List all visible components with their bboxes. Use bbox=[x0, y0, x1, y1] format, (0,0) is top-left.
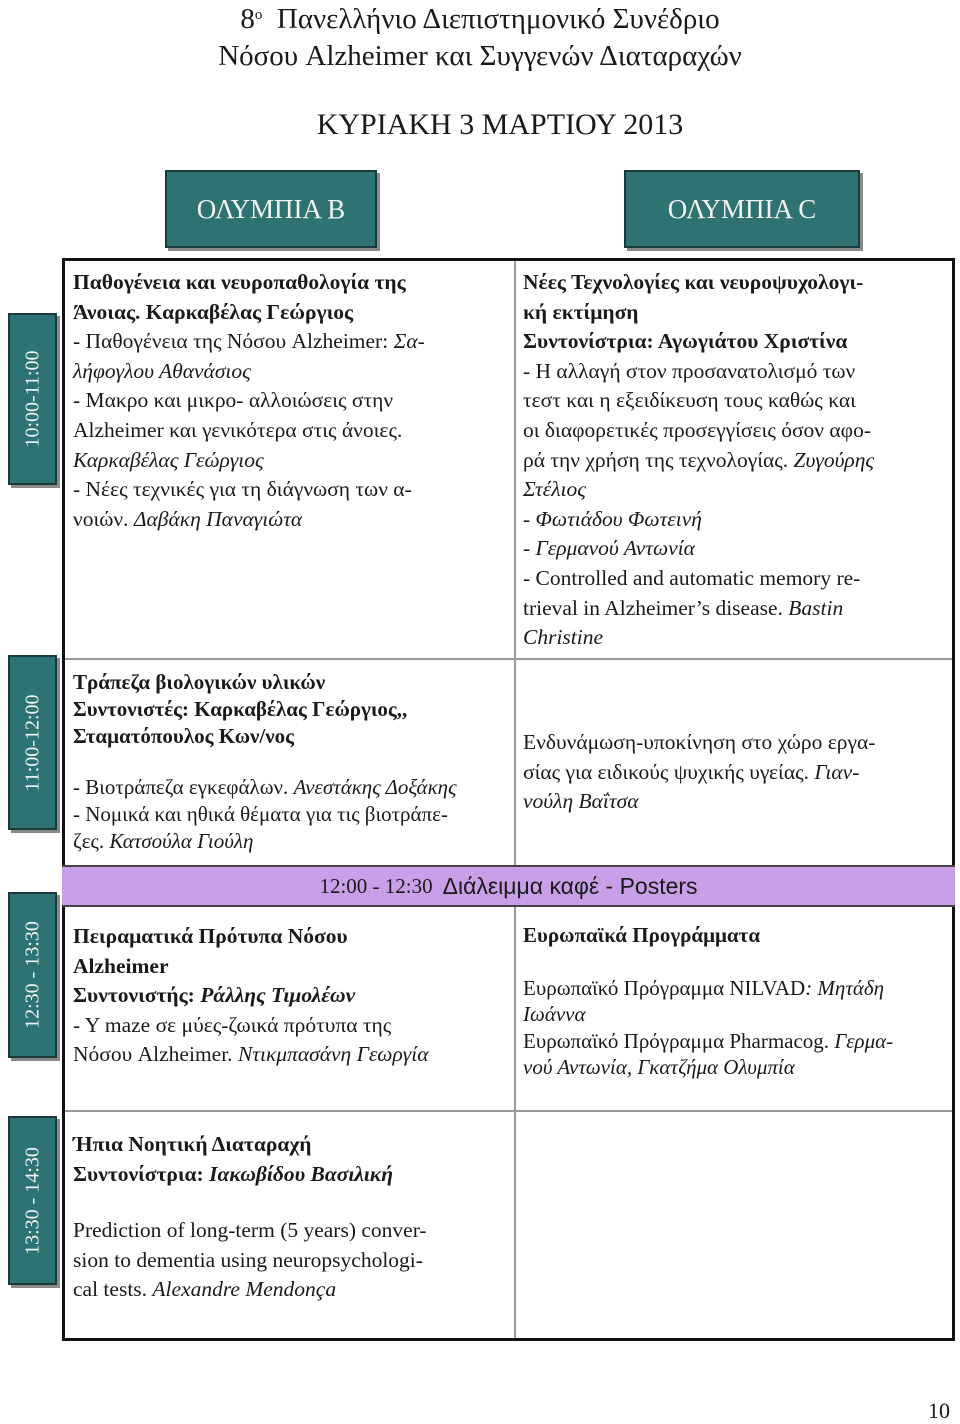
text-segment: ζες. bbox=[73, 829, 110, 853]
session-title: Ευρωπαϊκά Προγράμματα bbox=[523, 923, 761, 947]
session-title: Alzheimer bbox=[73, 953, 169, 978]
text-segment: Γερμα- bbox=[834, 1028, 894, 1053]
speaker-name: - Γερμανού Αντωνία bbox=[523, 536, 695, 561]
speaker-name: νούλη Βαΐτσα bbox=[523, 789, 639, 814]
title-number: 8 bbox=[240, 3, 255, 35]
session-chair bbox=[73, 1160, 513, 1190]
talk-line bbox=[523, 975, 953, 1002]
coffee-break-row bbox=[62, 865, 955, 907]
talk-line: - Η αλλαγή στον προσανατολισμό των bbox=[523, 358, 856, 383]
session-2-olympia-b bbox=[73, 669, 513, 855]
talk-line bbox=[523, 446, 953, 476]
text-segment: Ζυγούρης bbox=[793, 447, 875, 472]
text-segment: : Μητάδη bbox=[805, 975, 885, 1000]
talk-line bbox=[73, 1040, 513, 1070]
session-title: Άνοιας. Καρκαβέλας Γεώργιος bbox=[73, 299, 354, 324]
talk-line: - Νομικά και ηθικά θέματα για τις βιοτράπε- bbox=[73, 802, 448, 826]
timeslot-1230-1330 bbox=[8, 892, 57, 1058]
session-chair: Συντονιστές: Καρκαβέλας Γεώργιος,, bbox=[73, 697, 408, 721]
row-divider bbox=[65, 658, 952, 660]
talk-line bbox=[523, 1028, 953, 1055]
timeslot-label: 13:30 - 14:30 bbox=[21, 1146, 43, 1255]
talk-line bbox=[73, 774, 513, 801]
speaker-name: Καρκαβέλας Γεώργιος bbox=[73, 447, 264, 472]
timeslot-label: 11:00-12:00 bbox=[21, 693, 43, 792]
timeslot-label: 10:00-11:00 bbox=[21, 350, 43, 448]
conference-title-line1 bbox=[0, 0, 960, 38]
talk-line: Alzheimer και γενικότερα στις άνοιες. bbox=[73, 417, 403, 442]
talk-line bbox=[73, 828, 513, 855]
session-1-olympia-b bbox=[73, 268, 513, 534]
speaker-name: νού Αντωνία, Γκατζήμα Ολυμπία bbox=[523, 1055, 795, 1079]
session-3-olympia-c bbox=[523, 922, 953, 1081]
text-segment: Ευρωπαϊκό Πρόγραμμα Pharmacog. bbox=[523, 1028, 835, 1053]
text-segment: Bastin bbox=[788, 595, 844, 620]
speaker-name: λήφογλου Αθανάσιος bbox=[73, 358, 251, 383]
talk-line: Ενδυνάμωση-υποκίνηση στο χώρο εργα- bbox=[523, 730, 876, 754]
session-chair bbox=[73, 981, 513, 1011]
text-segment: Συντονίστρια: bbox=[73, 1161, 210, 1186]
speaker-name: Στέλιος bbox=[523, 477, 586, 502]
text-segment: ρά την χρήση της τεχνολογίας. bbox=[523, 447, 794, 472]
text-segment: trieval in Alzheimer’s disease. bbox=[523, 595, 789, 620]
text-segment: Alexandre Mendonça bbox=[152, 1277, 337, 1302]
text-segment: Ανεστάκης Δοξάκης bbox=[293, 775, 457, 799]
talk-line: - Controlled and automatic memory re- bbox=[523, 565, 861, 590]
timeslot-11-12 bbox=[8, 655, 57, 830]
session-4-olympia-b bbox=[73, 1130, 513, 1305]
text-segment: σίας για ειδικούς ψυχικής υγείας. bbox=[523, 759, 815, 784]
text-segment: Ντικμπασάνη Γεωργία bbox=[237, 1042, 429, 1067]
title-text: Πανελλήνιο Διεπιστημονικό Συνέδριο bbox=[276, 3, 720, 35]
timeslot-10-11 bbox=[8, 313, 57, 485]
text-segment: - Βιοτράπεζα εγκεφάλων. bbox=[73, 775, 294, 799]
conference-title-line2: Νόσου Alzheimer και Συγγενών Διαταραχών bbox=[218, 40, 742, 72]
program-date: ΚΥΡΙΑΚΗ 3 ΜΑΡΤΙΟΥ 2013 bbox=[316, 108, 684, 141]
session-title: κή εκτίμηση bbox=[523, 299, 639, 324]
talk-line: - Νέες τεχνικές για τη διάγνωση των α- bbox=[73, 477, 412, 502]
session-chair: Συντονίστρια: Αγωγιάτου Χριστίνα bbox=[523, 329, 848, 354]
text-segment: Κατσούλα Γιούλη bbox=[109, 829, 254, 853]
text-segment: cal tests. bbox=[73, 1277, 153, 1302]
session-chair: Σταματόπουλος Κων/νος bbox=[73, 724, 295, 748]
talk-line: - Y maze σε μύες-ζωικά πρότυπα της bbox=[73, 1012, 392, 1037]
talk-line bbox=[73, 1275, 513, 1305]
talk-line: Prediction of long-term (5 years) conver- bbox=[73, 1218, 427, 1243]
session-title: Τράπεζα βιολογικών υλικών bbox=[73, 670, 326, 694]
talk-line bbox=[523, 594, 953, 624]
text-segment: Σα- bbox=[393, 329, 425, 354]
session-title: Ήπια Νοητική Διαταραχή bbox=[73, 1132, 312, 1156]
timeslot-1330-1430 bbox=[8, 1116, 57, 1285]
talk-line: - Μακρο και μικρο- αλλοιώσεις στην bbox=[73, 388, 394, 413]
talk-line: sion to dementia using neuropsychologi- bbox=[73, 1247, 423, 1272]
text-segment: Νόσου Alzheimer. bbox=[73, 1042, 238, 1067]
column-divider bbox=[514, 261, 516, 865]
page-number: 10 bbox=[928, 1398, 950, 1423]
text-segment: Ευρωπαϊκό Πρόγραμμα NILVAD bbox=[523, 975, 806, 1000]
session-3-olympia-b bbox=[73, 922, 513, 1070]
session-2-olympia-c bbox=[523, 728, 953, 817]
room-header-olympia-c: ΟΛΥΜΠΙΑ C bbox=[624, 170, 860, 248]
text-segment: Ράλλης Τιμολέων bbox=[200, 983, 356, 1008]
talk-line bbox=[523, 758, 953, 788]
session-title: Νέες Τεχνολογίες και νευροψυχολογι- bbox=[523, 270, 864, 294]
row-divider bbox=[65, 1110, 952, 1112]
text-segment: Δαβάκη Παναγιώτα bbox=[133, 506, 303, 531]
room-header-olympia-b: ΟΛΥΜΠΙΑ Β bbox=[165, 170, 377, 248]
timeslot-label: 12:30 - 13:30 bbox=[21, 921, 43, 1029]
session-1-olympia-c bbox=[523, 268, 953, 653]
text-segment: - Παθογένεια της Νόσου Alzheimer: bbox=[73, 329, 394, 354]
talk-line bbox=[73, 327, 513, 357]
session-title: Πειραματικά Πρότυπα Νόσου bbox=[73, 924, 348, 948]
speaker-name: Ιωάννα bbox=[523, 1002, 586, 1026]
text-segment: Ιακωβίδου Βασιλική bbox=[209, 1161, 394, 1186]
talk-line: τεστ και η εξειδίκευση τους καθώς και bbox=[523, 388, 856, 413]
talk-line bbox=[73, 505, 513, 535]
speaker-name: - Φωτιάδου Φωτεινή bbox=[523, 506, 702, 531]
break-time: 12:00 - 12:30 bbox=[319, 873, 433, 898]
text-segment: νοιών. bbox=[73, 506, 134, 531]
talk-line: οι διαφορετικές προσεγγίσεις όσον αφο- bbox=[523, 417, 871, 442]
text-segment: Γιαν- bbox=[814, 759, 860, 784]
break-label: Διάλειμμα καφέ - Posters bbox=[442, 872, 698, 899]
session-title: Παθογένεια και νευροπαθολογία της bbox=[73, 270, 406, 294]
text-segment: Συντονιστής: bbox=[73, 983, 201, 1008]
column-divider bbox=[514, 907, 516, 1338]
speaker-name: Christine bbox=[523, 625, 604, 650]
title-superscript: ο bbox=[254, 7, 263, 23]
